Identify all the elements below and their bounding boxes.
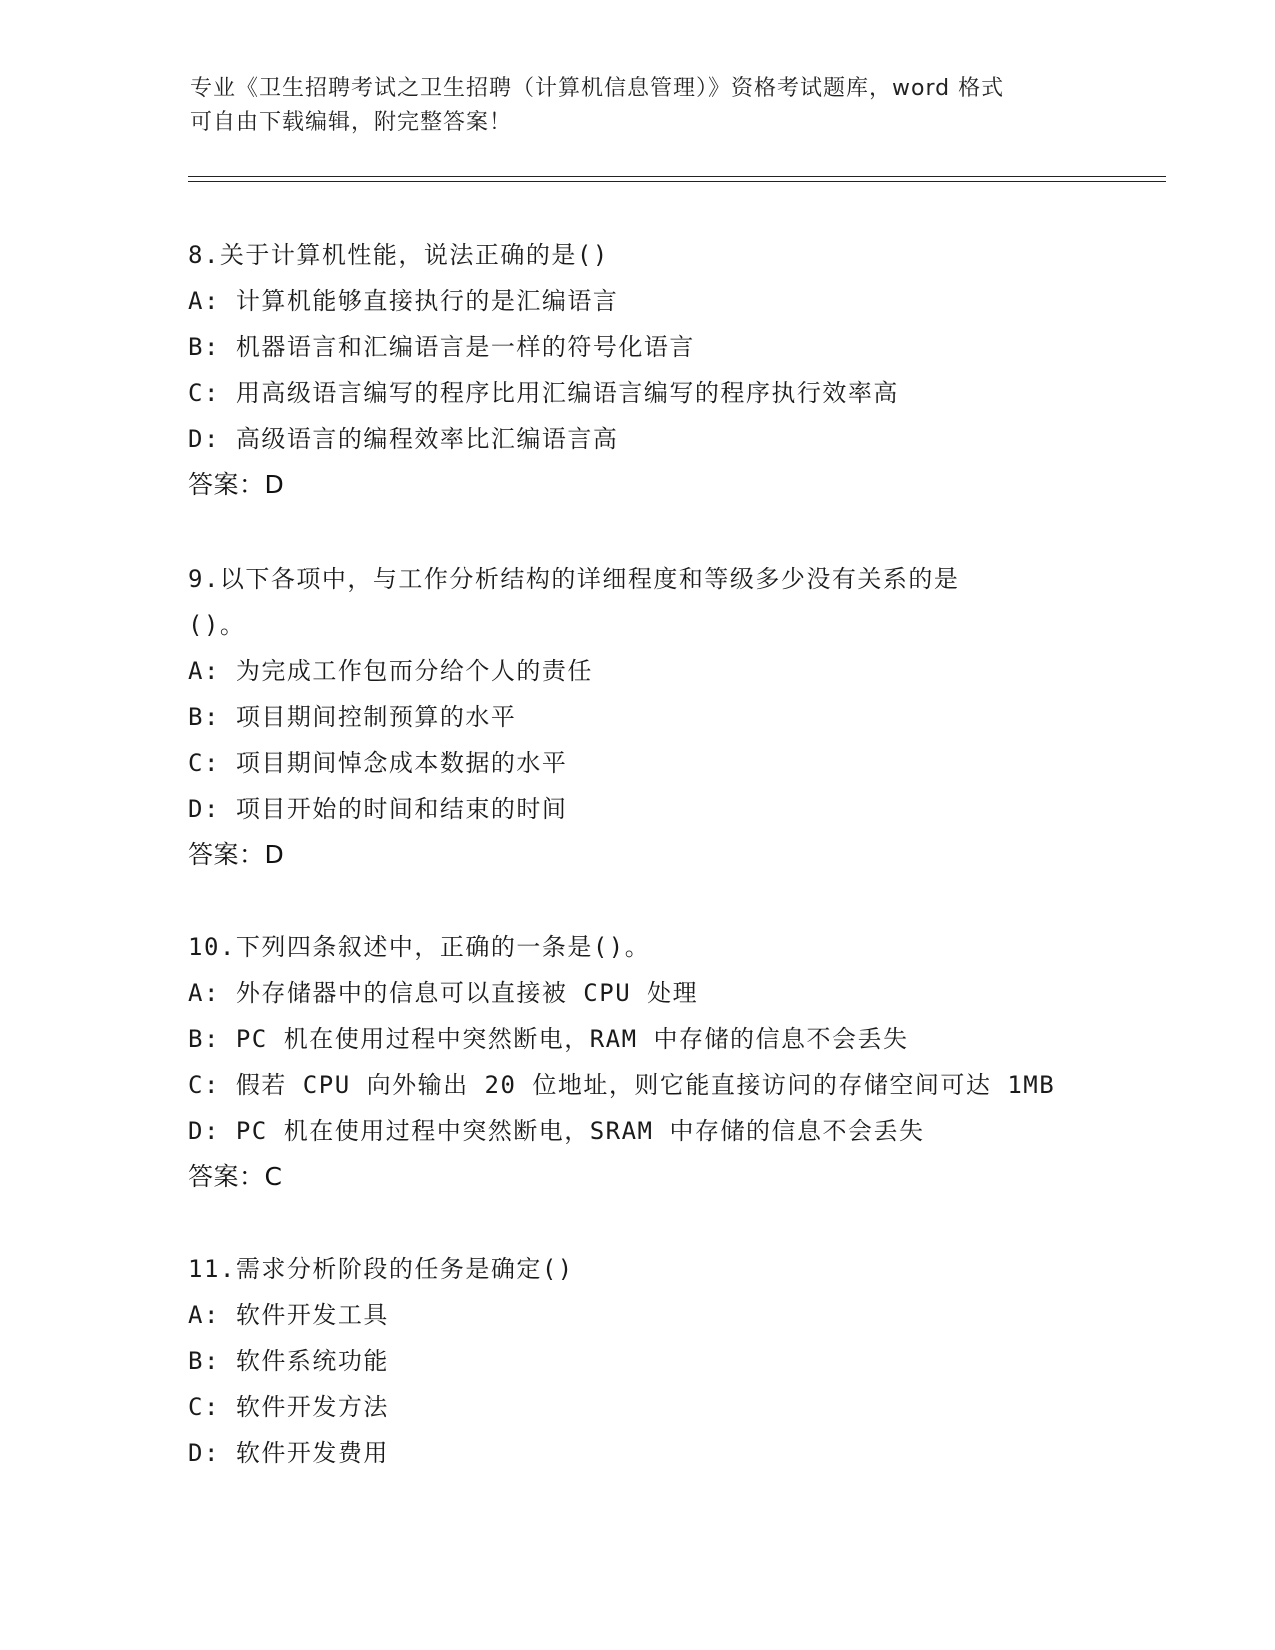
option-b: B: PC 机在使用过程中突然断电，RAM 中存储的信息不会丢失 — [188, 1025, 909, 1053]
question-10 — [188, 924, 1108, 1200]
option-a: A: 计算机能够直接执行的是汇编语言 — [188, 287, 619, 315]
question-stem-continuation: ()。 — [188, 611, 246, 639]
question-9 — [188, 556, 1108, 878]
header-divider-bottom — [188, 181, 1166, 182]
option-b: B: 项目期间控制预算的水平 — [188, 703, 517, 731]
option-a: A: 软件开发工具 — [188, 1301, 389, 1329]
header-divider-top — [188, 176, 1166, 177]
question-stem: 9.以下各项中，与工作分析结构的详细程度和等级多少没有关系的是 — [188, 565, 960, 593]
answer: 答案：D — [188, 470, 285, 499]
option-c: C: 用高级语言编写的程序比用汇编语言编写的程序执行效率高 — [188, 379, 899, 407]
option-d: D: PC 机在使用过程中突然断电，SRAM 中存储的信息不会丢失 — [188, 1117, 925, 1145]
question-stem: 11.需求分析阶段的任务是确定() — [188, 1255, 574, 1283]
question-stem: 8.关于计算机性能，说法正确的是() — [188, 241, 609, 269]
document-header — [190, 72, 1090, 140]
question-8 — [188, 232, 1108, 508]
option-b: B: 机器语言和汇编语言是一样的符号化语言 — [188, 333, 695, 361]
answer: 答案：C — [188, 1162, 283, 1191]
question-11 — [188, 1246, 1108, 1476]
option-c: C: 假若 CPU 向外输出 20 位地址，则它能直接访问的存储空间可达 1MB — [188, 1071, 1056, 1099]
option-b: B: 软件系统功能 — [188, 1347, 389, 1375]
option-c: C: 软件开发方法 — [188, 1393, 389, 1421]
option-d: D: 高级语言的编程效率比汇编语言高 — [188, 425, 619, 453]
question-stem: 10.下列四条叙述中，正确的一条是()。 — [188, 933, 651, 961]
option-a: A: 外存储器中的信息可以直接被 CPU 处理 — [188, 979, 699, 1007]
header-line-1: 专业《卫生招聘考试之卫生招聘（计算机信息管理）》资格考试题库，word 格式 — [190, 76, 1005, 101]
answer: 答案：D — [188, 840, 285, 869]
option-d: D: 软件开发费用 — [188, 1439, 389, 1467]
header-line-2: 可自由下载编辑，附完整答案！ — [190, 110, 513, 135]
option-c: C: 项目期间悼念成本数据的水平 — [188, 749, 568, 777]
option-a: A: 为完成工作包而分给个人的责任 — [188, 657, 593, 685]
option-d: D: 项目开始的时间和结束的时间 — [188, 795, 568, 823]
